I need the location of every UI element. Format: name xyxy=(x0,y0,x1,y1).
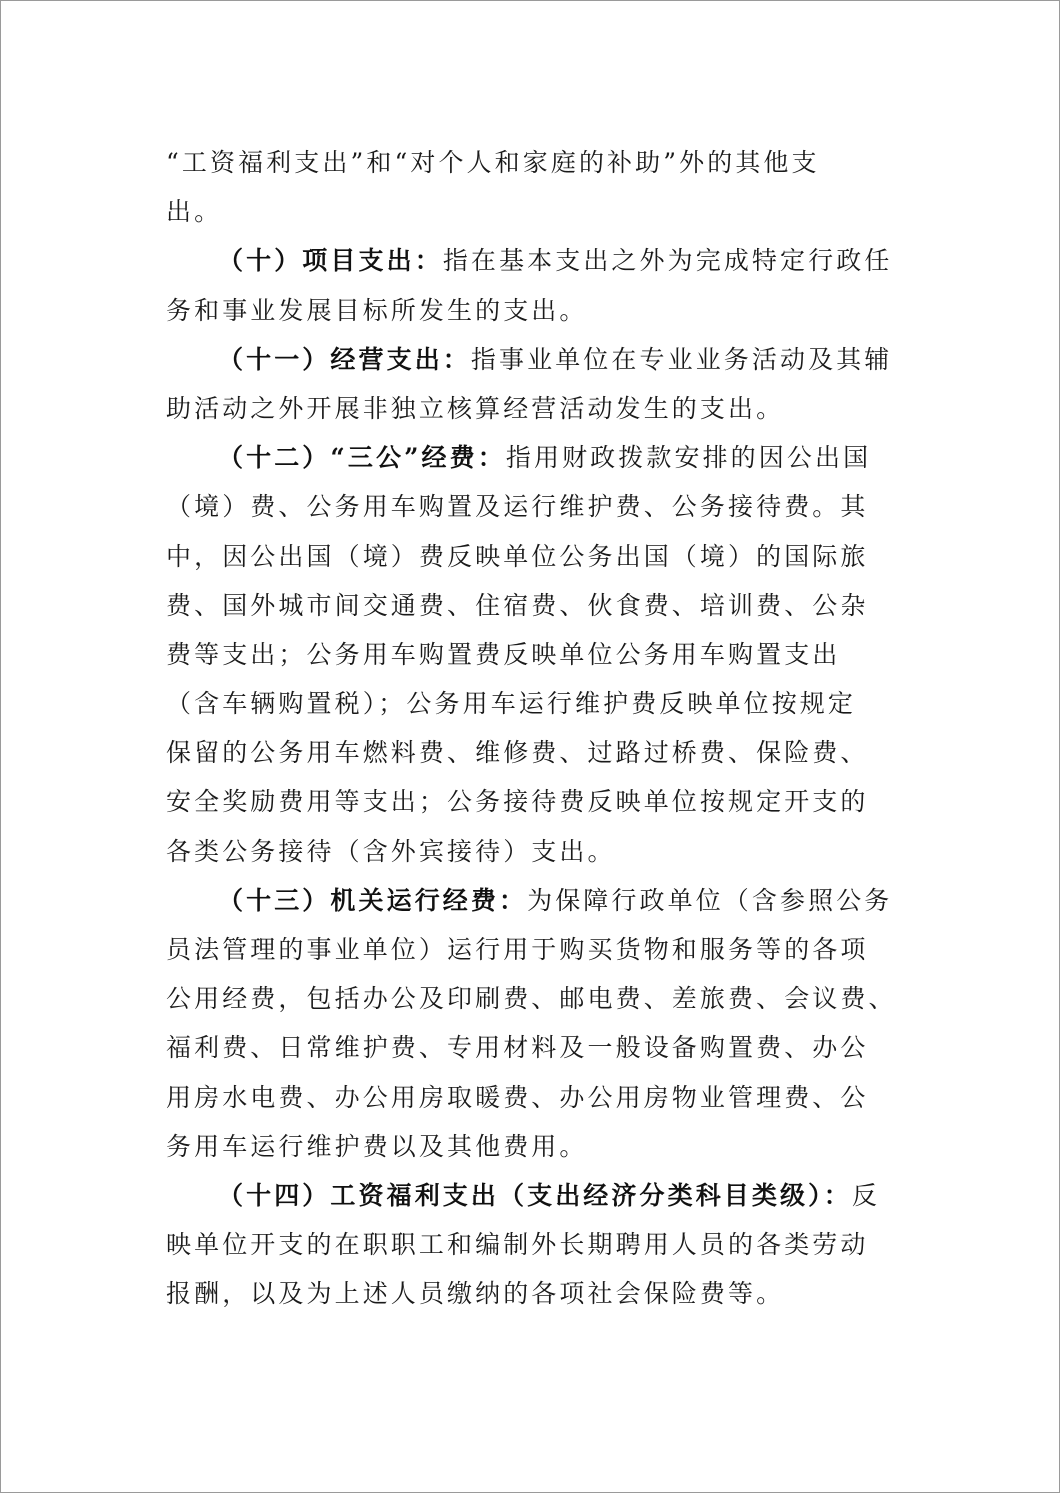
text-line xyxy=(166,630,926,679)
text-line xyxy=(166,1023,926,1072)
body-text: 助活动之外开展非独立核算经营活动发生的支出。 xyxy=(166,393,785,423)
body-text: 保留的公务用车燃料费、维修费、过路过桥费、保险费、 xyxy=(166,738,869,768)
text-line xyxy=(166,433,926,482)
body-text: 反 xyxy=(851,1180,880,1210)
text-line xyxy=(166,482,926,531)
body-text: 映单位开支的在职职工和编制外长期聘用人员的各类劳动 xyxy=(166,1230,869,1260)
body-text: 用房水电费、办公用房取暖费、办公用房物业管理费、公 xyxy=(166,1082,869,1112)
text-line xyxy=(166,335,926,384)
body-text: 费、国外城市间交通费、住宿费、伙食费、培训费、公杂 xyxy=(166,590,869,620)
body-text: 报酬，以及为上述人员缴纳的各项社会保险费等。 xyxy=(166,1279,785,1309)
text-line xyxy=(166,1073,926,1122)
body-text: 公用经费，包括办公及印刷费、邮电费、差旅费、会议费、 xyxy=(166,984,897,1014)
body-text: 务用车运行维护费以及其他费用。 xyxy=(166,1131,588,1161)
section-heading: （十三）机关运行经费： xyxy=(218,885,528,915)
text-line xyxy=(166,236,926,285)
text-line xyxy=(166,532,926,581)
text-line xyxy=(166,827,926,876)
text-line xyxy=(166,187,926,236)
body-text: 福利费、日常维护费、专用材料及一般设备购置费、办公 xyxy=(166,1033,869,1063)
text-line xyxy=(166,974,926,1023)
text-line xyxy=(166,777,926,826)
body-text: 出。 xyxy=(166,197,223,227)
text-line xyxy=(166,1220,926,1269)
body-text: 务和事业发展目标所发生的支出。 xyxy=(166,295,588,325)
body-text: 为保障行政单位（含参照公务 xyxy=(527,885,893,915)
body-text: 指在基本支出之外为完成特定行政任 xyxy=(442,246,893,276)
section-heading: （十二）“三公”经费： xyxy=(218,443,506,473)
body-text: “工资福利支出”和“对个人和家庭的补助”外的其他支 xyxy=(166,148,820,177)
section-heading: （十一）经营支出： xyxy=(218,344,471,374)
document-body xyxy=(166,138,926,1319)
text-line xyxy=(166,876,926,925)
body-text: （境）费、公务用车购置及运行维护费、公务接待费。其 xyxy=(166,492,869,522)
text-line xyxy=(166,1171,926,1220)
body-text: （含车辆购置税）；公务用车运行维护费反映单位按规定 xyxy=(166,689,857,719)
text-line xyxy=(166,286,926,335)
text-line xyxy=(166,384,926,433)
body-text: 员法管理的事业单位）运行用于购买货物和服务等的各项 xyxy=(166,935,869,964)
text-line xyxy=(166,1269,926,1318)
text-line xyxy=(166,679,926,728)
text-line xyxy=(166,1122,926,1171)
body-text: 各类公务接待（含外宾接待）支出。 xyxy=(166,836,616,866)
text-line xyxy=(166,728,926,777)
text-line xyxy=(166,581,926,630)
body-text: 费等支出；公务用车购置费反映单位公务用车购置支出 xyxy=(166,639,841,669)
body-text: 指用财政拨款安排的因公出国 xyxy=(505,443,872,473)
section-heading: （十）项目支出： xyxy=(218,246,443,276)
body-text: 中，因公出国（境）费反映单位公务出国（境）的国际旅 xyxy=(166,541,869,571)
text-line xyxy=(166,925,926,974)
section-heading: （十四）工资福利支出（支出经济分类科目类级）： xyxy=(218,1180,852,1210)
body-text: 指事业单位在专业业务活动及其辅 xyxy=(470,344,893,374)
text-line xyxy=(166,138,926,187)
body-text: 安全奖励费用等支出；公务接待费反映单位按规定开支的 xyxy=(166,787,869,817)
